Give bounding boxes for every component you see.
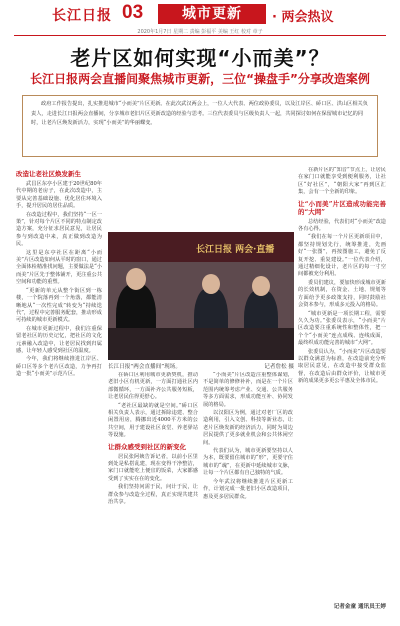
paragraph: 在改造过程中，我们坚持“一区一策”，针对每个片区不同的特点制定改造方案，充分征求居民意见，让居民参与到改造中来，真正做到改造为民。 — [16, 211, 102, 248]
guest-head — [202, 274, 220, 294]
paragraph: “老社区最缺的就是空间。”硚口区相关负责人表示，通过拆除违建、整合闲置用房，腾挪出近4000平方米的公共空间，用于建设社区食堂、养老驿站等设施。 — [108, 402, 198, 439]
section-heading-right: 让“小而美”片区造成功能完善的“大网” — [298, 199, 386, 216]
photo-desk — [108, 328, 294, 360]
guest-head — [126, 268, 146, 290]
article-column-right — [298, 167, 386, 619]
newspaper-logo: 长江日报 — [52, 8, 112, 24]
paragraph: 在城市更新过程中，我们注重保留老社区的历史记忆，把社区的文化元素融入改造中，让老居民找到归属感，让年轻人感受到社区的温度。 — [16, 325, 102, 354]
article-byline: 记者金童 通讯员王婷 — [333, 604, 386, 610]
photo-credit: 记者詹松 摄 — [264, 364, 294, 370]
article-column-middle-2 — [203, 372, 293, 620]
paragraph: 张委员认为，“小而美”片区改造要以群众满意为标准，在改造前充分听取居民意见，在改造中接受群众监督，在改造后由群众评价，让城市更新的成果更多更公平惠及全体市民。 — [298, 348, 386, 385]
section-banner: 城市更新 — [158, 4, 266, 24]
paragraph: 居民张阿姨告诉记者，以前小区里到处是私搭乱建，现在变得干净整洁，家门口就能吃上便宜的饭菜，大家都感受到了实实在在的变化。 — [108, 453, 198, 482]
paragraph: “我们在每一个片区更新项目中，都坚持规划先行，统筹推进，先画好“一张图”，再按图施工，避免了反复开挖、重复建设。”一位代表介绍，通过精细化设计，老片区的每一寸空间都被充分利用。 — [298, 234, 386, 278]
paragraph: 代表们认为，城市更新要坚持以人为本，既要留住城市的“形”，更要守住城市的“魂”，在更新中延续城市文脉，让每一个片区都有自己独特的气质。 — [203, 448, 293, 477]
paragraph: 武昌区东亭小区建于20世纪80年代中期的老房子，在此次改造中，主要从完善基础设施、优化居住环境入手，提升居民的居住品质。 — [16, 181, 102, 210]
livestream-photo — [108, 232, 294, 360]
paragraph: 以汉阳区为例，通过对老厂区的改造利用，引入文创、科技等新业态，让老片区焕发新的经济活力，同时为周边居民提供了更多就业机会和公共休闲空间。 — [203, 410, 293, 446]
article-column-left — [16, 167, 102, 619]
paragraph: “更新的单元从整个街区到一栋楼，一个院落再到一个角落，都能清晰地从“一次性完成”转变为“持续迭代”，过程中完善服务配套，推动形成可持续的城市更新模式。 — [16, 287, 102, 324]
page-number: 03 — [122, 2, 144, 23]
paragraph: “城市更新是一项长期工程，需要久久为功。”张委员表示，“小而美”片区改造要注重系统性和整体性，把一个个“小而美”连点成线、连线成面，最终织成功能完善的城市“大网”。 — [298, 310, 386, 347]
paragraph: 在新片区的“知音”节点上，让居民在家门口就能享受到便利服务，让社区“好社区”，“朝阳大家”再到区汇集，会有一个全新的印象。 — [298, 167, 386, 196]
paragraph: 今年，我们将继续推进江岸区、硚口区等多个老片区改造，力争再打造一批“小而美”示范片区。 — [16, 356, 102, 378]
section-heading-left: 改造让老社区焕发新生 — [16, 170, 81, 178]
sub-section-label: · 两会热议 — [272, 10, 334, 25]
photo-caption — [108, 362, 294, 370]
page-headline: 老片区如何实现“小而美”？ — [70, 46, 330, 70]
guest-head — [252, 276, 270, 296]
lead-text: 政府工作报告提出，扎实推进城市“小而美”片区更新。在此次武汉两会上，一位人大代表、两位政协委员，以及江岸区、硚口区、洪山区相关负责人，走进长江日报两会直播间，分享城市老旧片区更新改造的经验与思考。三位代表委员与区级负责人一起，共同探讨如何在保留城市记忆的同时，让老片区焕发新活力，实现“小而美”的华丽蝶变。 — [31, 101, 368, 126]
paragraph: “小而美”片区改造注重整体谋划，不是简单的修修补补，而是在一个片区范围内统筹考虑产业、交通、公共服务等多方面需求，形成功能互补、协同发展的格局。 — [203, 372, 293, 408]
paragraph: 今年武汉将继续推进片区更新工作，计划完成一批老旧小区改造项目，惠及更多居民群众。 — [203, 478, 293, 500]
lead-paragraph-box — [22, 95, 378, 157]
paragraph: 我们坚持问需于民，问计于民，让群众参与改造全过程，真正实现共建共治共享。 — [108, 484, 198, 506]
caption-text: 长江日报“两会直播间”现场。 — [108, 364, 181, 370]
paragraph: 委员们建议，要加快形成城市更新的长效机制，在资金、土地、规划等方面给予更多政策支持，同时鼓励社会资本参与，形成多元投入的格局。 — [298, 279, 386, 309]
paragraph: 总结经验，代表们对“小而美”改造各有心得。 — [298, 218, 386, 233]
masthead-rule — [14, 35, 386, 36]
paragraph: 在硚口区利用城市更新契机，推动老旧小区有机更新，一方面打通社区内部微循环，一方面补齐公共服务短板，让老居民住得更舒心。 — [108, 372, 198, 401]
article-column-middle-1 — [108, 372, 198, 620]
photo-banner — [108, 232, 294, 262]
photo-banner-text: 长江日报 两会·直播 — [196, 245, 275, 255]
dateline: 2020年1月7日 星期二 责编 彭福平 美编 王红 校对 章子 — [137, 29, 263, 35]
section-heading-middle: 让群众感受到社区的新变化 — [108, 442, 186, 451]
paragraph: 这里是东亭社区在距离“小而美”片区改造如何从平时的窗口，通过全面体检精准找问题，主要做法是“小而美”片区先于整体铺开，更注重公共空间和功能的重塑。 — [16, 249, 102, 286]
page-subheadline: 长江日报两会直播间聚焦城市更新，三位“操盘手”分享改造案例 — [30, 72, 370, 86]
